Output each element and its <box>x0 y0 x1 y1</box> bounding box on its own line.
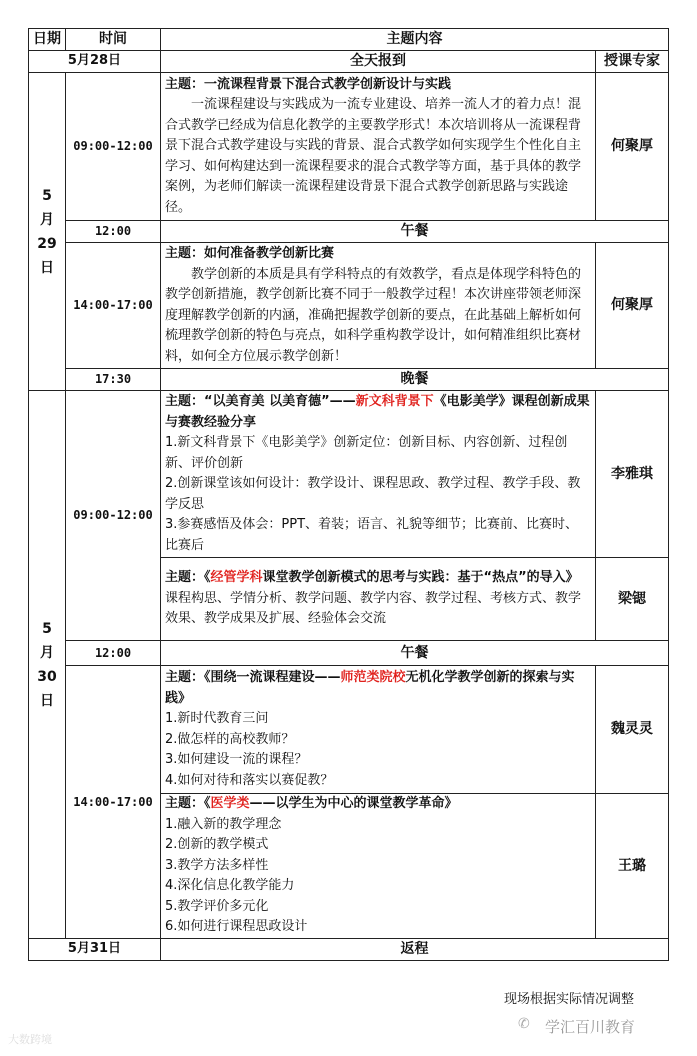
dinner-label: 晚餐 <box>161 369 669 391</box>
session-body: 教学创新的本质是具有学科特点的有效教学，看点是体现学科特色的教学创新措施，教学创新比赛不同于一般教学过程！本次讲座带领老师深度理解教学创新的内涵，准确把握教学创新的要点，在此基础上解析如何梳理教学创新的特色与亮点，如科学重构教学设计，如何精准组织比赛材料，如何全方位展示教学创新！ <box>165 266 582 364</box>
lunch-label: 午餐 <box>161 221 669 243</box>
session-time: 14:00-17:00 <box>66 666 161 939</box>
session-content <box>161 243 596 369</box>
brand-name: 学汇百川教育 <box>545 1018 636 1036</box>
list-item: 4.如何对待和落实以赛促教？ <box>165 772 334 788</box>
list-item: 3.参赛感悟及体会：PPT、着装；语言、礼貌等细节；比赛前、比赛时、比赛后 <box>165 517 579 553</box>
expert-header: 授课专家 <box>596 51 669 73</box>
session-expert: 何聚厚 <box>596 73 669 221</box>
session-content <box>161 794 596 939</box>
session-title <box>165 794 591 815</box>
header-time: 时间 <box>66 29 161 51</box>
lunch-time: 12:00 <box>66 641 161 666</box>
list-item: 1.新时代教育三问 <box>165 711 269 726</box>
session-expert: 魏灵灵 <box>596 666 669 794</box>
session-time: 14:00-17:00 <box>66 243 161 369</box>
session-title: 主题：一流课程背景下混合式教学创新设计与实践 <box>165 76 452 92</box>
title-part: 无机化学教学创新的探索与实践》 <box>165 670 575 706</box>
header-content: 主题内容 <box>161 29 669 51</box>
list-item: 3.如何建设一流的课程？ <box>165 752 308 767</box>
list-item: 2.创新课堂该如何设计：教学设计、课程思政、教学过程、教学手段、教学反思 <box>165 476 581 512</box>
list-item: 2.创新的教学模式 <box>165 837 269 853</box>
session-time: 09:00-12:00 <box>66 73 161 221</box>
list-item: 3.教学方法多样性 <box>165 857 269 873</box>
session-title: 主题：如何准备教学创新比赛 <box>165 246 335 261</box>
session-content <box>161 391 596 558</box>
dinner-time: 17:30 <box>66 369 161 391</box>
session-title <box>165 568 591 589</box>
session-title <box>165 392 591 433</box>
wechat-icon: ✆ <box>518 1016 530 1032</box>
session-time: 09:00-12:00 <box>66 391 161 641</box>
watermark: 大数跨境 <box>8 1033 52 1046</box>
day1-date: 5 月 29 日 <box>29 73 66 391</box>
title-highlight: 经管学科 <box>210 570 263 586</box>
session-expert: 何聚厚 <box>596 243 669 369</box>
title-part: ——以学生为中心的课堂教学革命》 <box>249 796 458 812</box>
day2-date: 5 月 30 日 <box>29 391 66 939</box>
schedule-table <box>28 28 669 961</box>
list-item: 6.如何进行课程思政设计 <box>165 919 308 935</box>
title-part: 主题：《 <box>165 796 211 812</box>
session-content <box>161 73 596 221</box>
title-part: 主题：“以美育美 以美育德”—— <box>165 394 356 409</box>
session-content <box>161 558 596 641</box>
lunch-time: 12:00 <box>66 221 161 243</box>
session-body: 课程构思、学情分析、教学问题、教学内容、教学过程、考核方式、教学效果、教学成果及扩展、经验体会交流 <box>165 590 582 627</box>
title-highlight: 新文科背景下 <box>355 394 434 409</box>
session-title <box>165 668 591 709</box>
lunch-label: 午餐 <box>161 641 669 666</box>
day3-date: 5月31日 <box>29 939 161 961</box>
session-expert: 李雅琪 <box>596 391 669 558</box>
title-part: 课堂教学创新模式的思考与实践：基于“热点”的导入》 <box>262 570 579 586</box>
title-part: 主题：《围绕一流课程建设—— <box>165 670 341 685</box>
list-item: 1.新文科背景下《电影美学》创新定位：创新目标、内容创新、过程创新、评价创新 <box>165 435 568 471</box>
title-part: 《电影美学》课程创新成果与赛教经验分享 <box>165 394 590 430</box>
header-date: 日期 <box>29 29 66 51</box>
session-expert: 王璐 <box>596 794 669 939</box>
list-item: 1.融入新的教学理念 <box>165 816 282 832</box>
title-highlight: 师范类院校 <box>340 670 406 685</box>
list-item: 4.深化信息化教学能力 <box>165 878 295 894</box>
day3-content: 返程 <box>161 939 669 961</box>
list-item: 2.做怎样的高校教师？ <box>165 731 295 747</box>
adjustment-note: 现场根据实际情况调整 <box>504 992 635 1007</box>
day0-content: 全天报到 <box>161 51 596 73</box>
title-part: 主题：《 <box>165 570 211 586</box>
session-body: 一流课程建设与实践成为一流专业建设、培养一流人才的着力点！混合式教学已经成为信息化教学的主要教学形式！本次培训将从一流课程背景下混合式教学建设与实践的背景、混合式教学如何实现学生个性化自主学习、如何构建达到一流课程要求的混合式教学等方面，基于具体的教学案例，为老师们解读一流课程建设背景下混合式教学创新思路与实践途径。 <box>165 97 582 215</box>
title-highlight: 医学类 <box>210 796 250 812</box>
session-content <box>161 666 596 794</box>
day0-date: 5月28日 <box>29 51 161 73</box>
session-expert: 梁锶 <box>596 558 669 641</box>
list-item: 5.教学评价多元化 <box>165 898 269 914</box>
